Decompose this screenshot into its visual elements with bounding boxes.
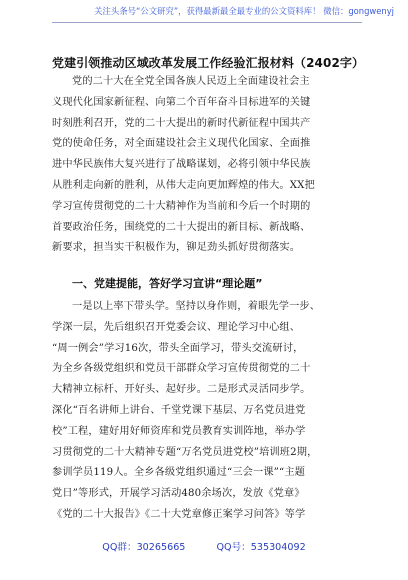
text-line: 学习宣传贯彻党的二十大精神作为当前和今后一个时期的 (52, 200, 311, 212)
text-line: 参训学员119人。全乡各级党组织通过“三会一课”“主题 (52, 467, 306, 479)
qq-number-text: QQ号：535304092 (216, 542, 306, 553)
header-divider (52, 22, 362, 23)
section-heading: 一、党建提能，答好学习宣讲“理论题” (72, 277, 263, 290)
text-line: 时刻胜利召开，党的二十大提出的新时代新征程中国共产 (52, 117, 311, 129)
document-title: 党建引领推动区域改革发展工作经验汇报材料（2402字） (52, 56, 365, 70)
header-note: 关注头条号“公文研究”，获得最新最全最专业的公文资料库！ 微信：gongwenyj (94, 6, 394, 16)
text-line: “周一例会”学习16次，带头全面学习，带头交流研讨， (52, 342, 304, 354)
text-line: 党日”等形式，开展学习活动480余场次，发放《党章》 (52, 488, 305, 500)
text-line: 为全乡各级党组织和党员干部群众学习宣传贯彻党的二十 (52, 363, 311, 375)
text-line: 深化“百名讲师上讲台、千堂党课下基层、万名党员进党 (52, 404, 306, 416)
text-line: 党的二十大在全党全国各族人民迈上全面建设社会主 (72, 76, 310, 87)
text-line: 习贯彻党的二十大精神专题“万名党员进党校”培训班2期， (52, 446, 318, 458)
qq-group-text: QQ群：30265665 (102, 542, 186, 553)
text-line: 从胜利走向新的胜利，从伟大走向更加辉煌的伟大。XX把 (52, 179, 315, 191)
text-line: 《党的二十大报告》《二十大党章修正案学习问答》等学 (52, 508, 306, 520)
text-line: 学深一层，先后组织召开党委会议、理论学习中心组、 (52, 321, 301, 333)
text-line: 首要政治任务，围绕党的二十大提出的新目标、新战略、 (52, 221, 311, 233)
text-line: 义现代化国家新征程、向第二个百年奋斗目标进军的关键 (52, 96, 311, 108)
page-footer (0, 539, 408, 553)
section-paragraph (52, 297, 362, 526)
text-line: 一是以上率下带头学。坚持以身作则，着眼先学一步、 (72, 301, 321, 312)
text-line: 校”工程，建好用好师资库和党员教育实训阵地，举办学 (52, 425, 306, 437)
text-line: 大精神立标杆、开好头、起好步。二是形式灵活同步学。 (52, 384, 311, 396)
text-line: 新要求，担当实干积极作为，铆足劲头抓好贯彻落实。 (52, 242, 301, 254)
text-line: 党的使命任务，对全面建设社会主义现代化国家、全面推 (52, 138, 311, 150)
text-line: 进中华民族伟大复兴进行了战略谋划，必将引领中华民族 (52, 159, 311, 171)
intro-paragraph (52, 72, 362, 259)
